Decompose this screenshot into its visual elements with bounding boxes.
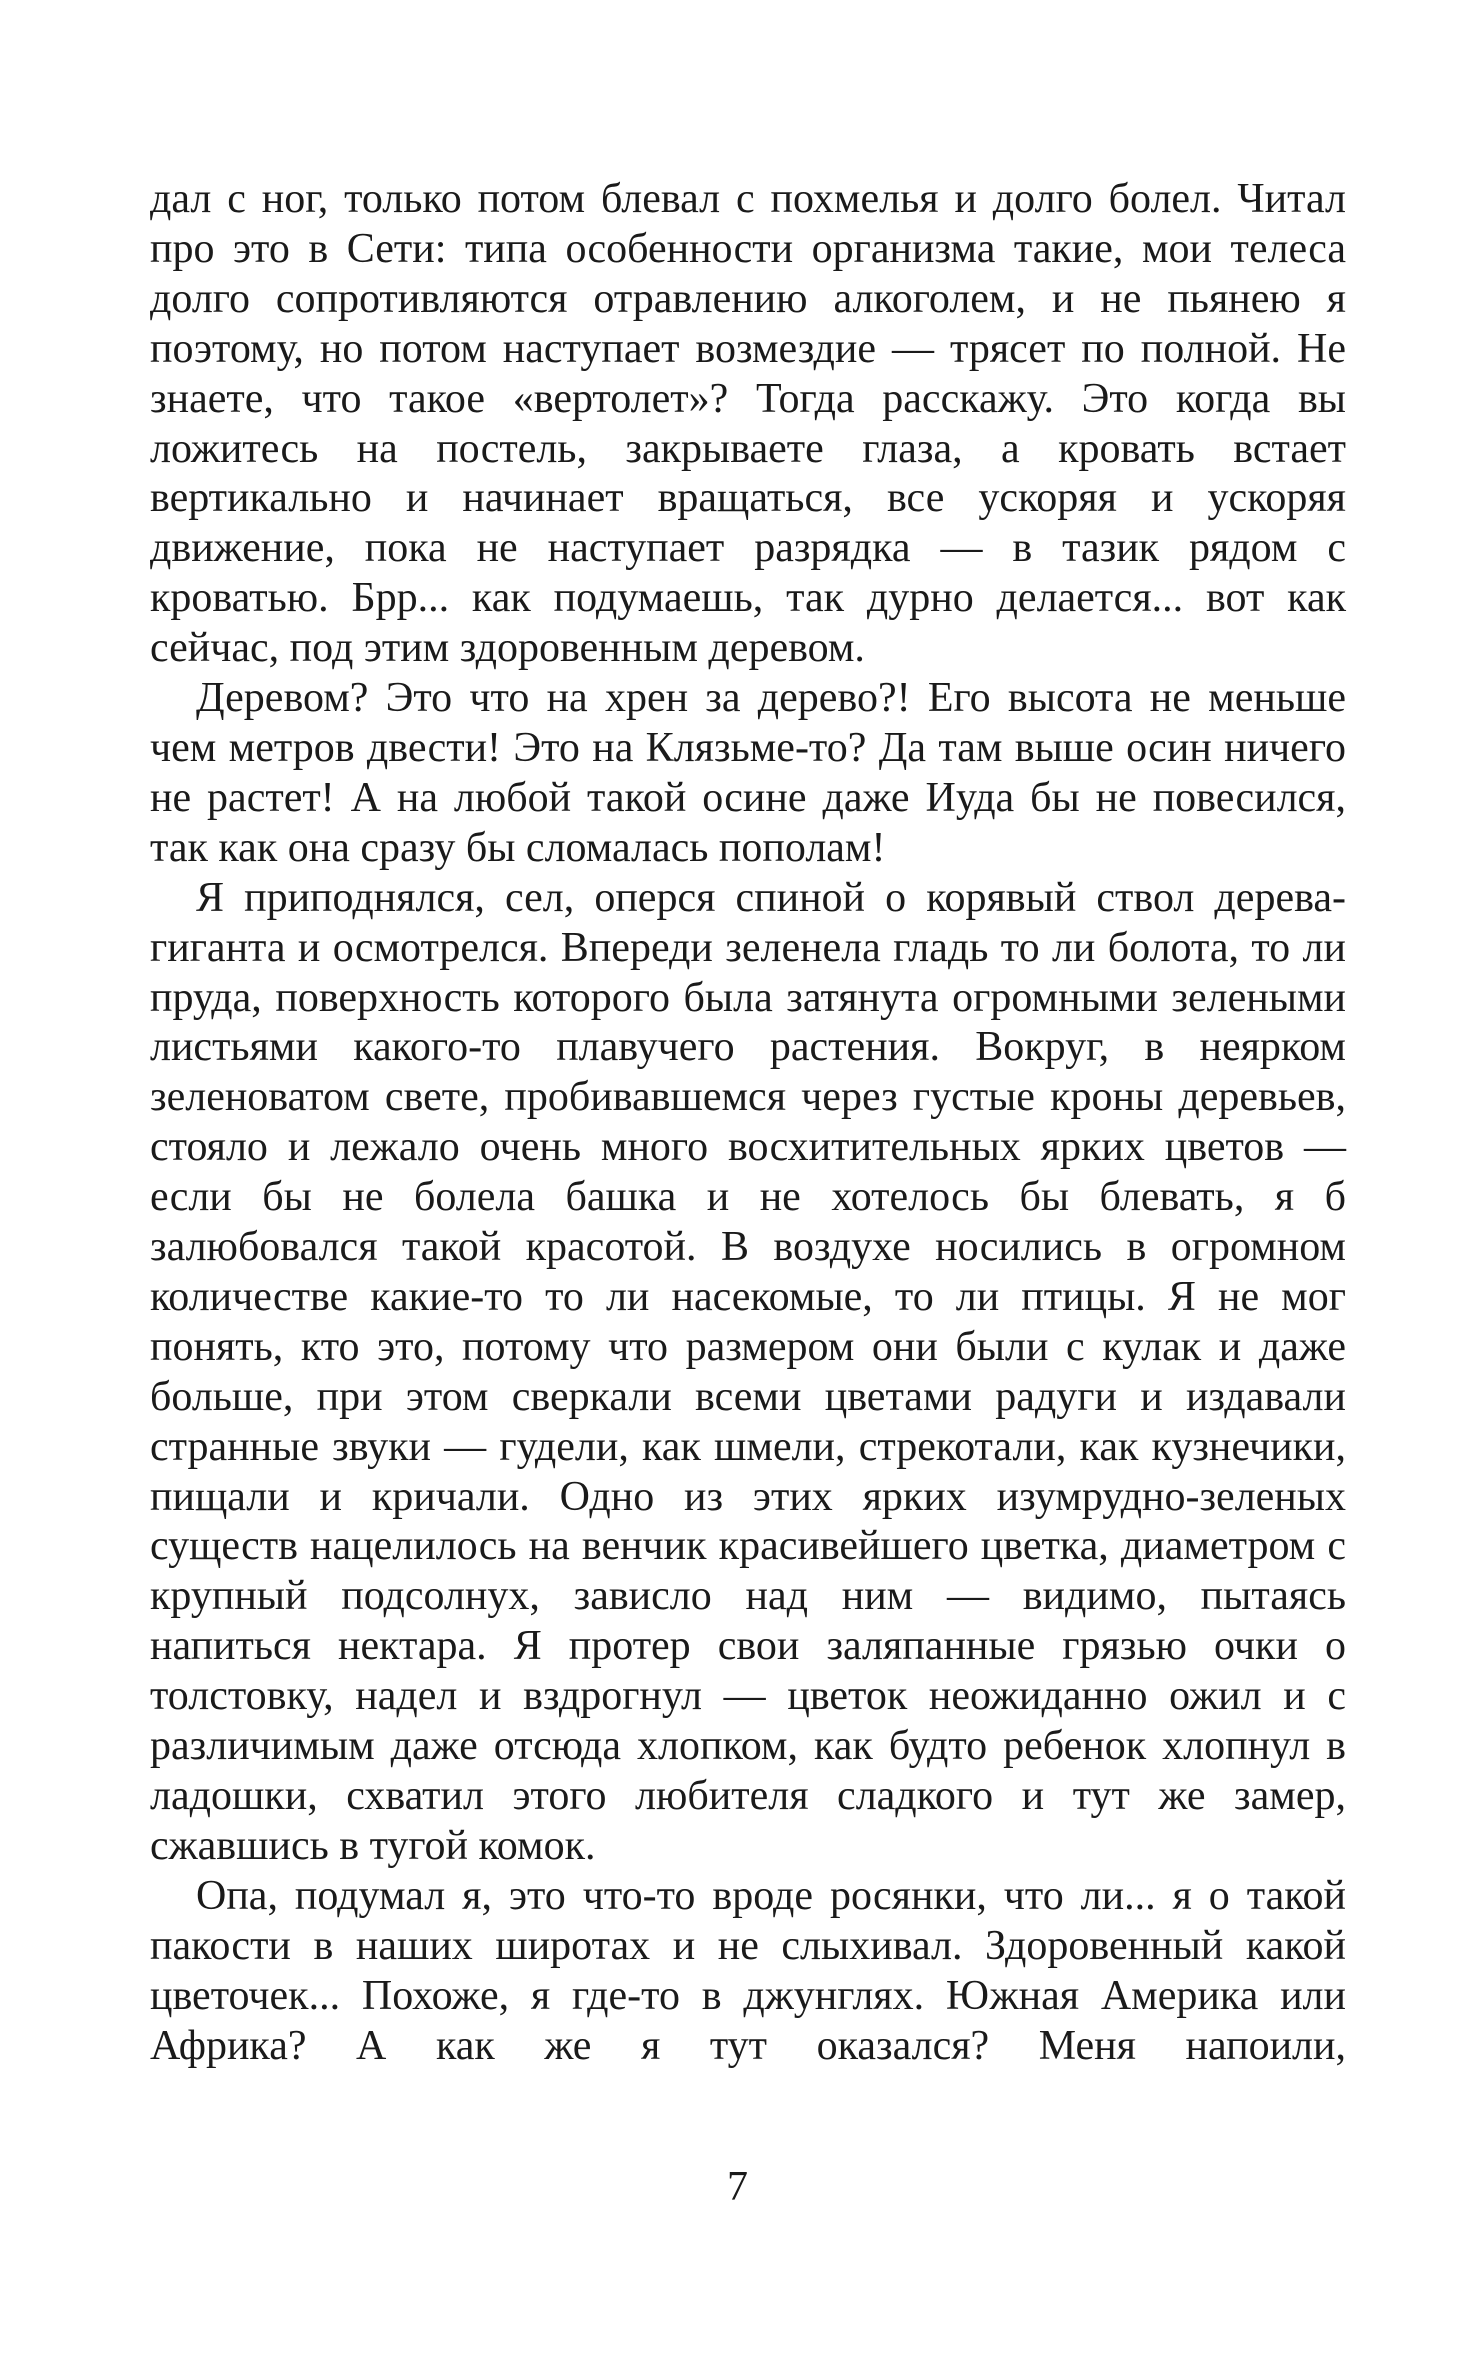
paragraph-1: дал с ног, только потом блевал с похмелья и долго болел. Читал про это в Сети: типа особенности организма такие, мои телеса долго сопротивляются отравлению алкоголем, и не пьянею я поэтому, но потом наступает возмездие — трясет по полной. Не знаете, что такое «вертолет»? Тогда расскажу. Это когда вы ложитесь на постель, закрываете глаза, а кровать встает вертикально и начинает вращаться, все ускоряя и ускоряя движение, пока не наступает разрядка — в тазик рядом с кроватью. Брр... как подумаешь, так дурно делается... вот как сейчас, под этим здоровенным деревом. [150, 176, 1346, 672]
paragraph-2: Деревом? Это что на хрен за дерево?! Его высота не меньше чем метров двести! Это на Клязьме-то? Да там выше осин ничего не растет! А на любой такой осине даже Иуда бы не повесился, так как она сразу бы сломалась пополам! [150, 675, 1346, 871]
page-number: 7 [727, 2164, 748, 2210]
paragraph-4: Опа, подумал я, это что-то вроде росянки, что ли... я о такой пакости в наших широтах и не слыхивал. Здоровенный какой цветочек... Похоже, я где-то в джунглях. Южная Америка или Африка? А как же я тут оказался? Меня напоили, [150, 1872, 1346, 2069]
paragraph-3: Я приподнялся, сел, оперся спиной о корявый ствол дерева-гиганта и осмотрелся. Впереди зеленела гладь то ли болота, то ли пруда, поверхность которого была затянута огромными зелеными листьями какого-то плавучего растения. Вокруг, в неярком зеленоватом свете, пробивавшемся через густые кроны деревьев, стояло и лежало очень много восхитительных ярких цветов — если бы не болела башка и не хотелось бы блевать, я б залюбовался такой красотой. В воздухе носились в огромном количестве какие-то то ли насекомые, то ли птицы. Я не мог понять, кто это, потому что размером они были с кулак и даже больше, при этом сверкали всеми цветами радуги и издавали странные звуки — гудели, как шмели, стрекотали, как кузнечики, пищали и кричали. Одно из этих ярких изумрудно-зеленых существ нацелилось на венчик красивейшего цветка, диаметром с крупный подсолнух, зависло над ним — видимо, пытаясь напиться нектара. Я протер свои заляпанные грязью очки о толстовку, надел и вздрогнул — цветок неожиданно ожил и с различимым даже отсюда хлопком, как будто ребенок хлопнул в ладошки, схватил этого любителя сладкого и тут же замер, сжавшись в тугой комок. [150, 874, 1346, 1869]
page-body [150, 175, 1346, 2071]
